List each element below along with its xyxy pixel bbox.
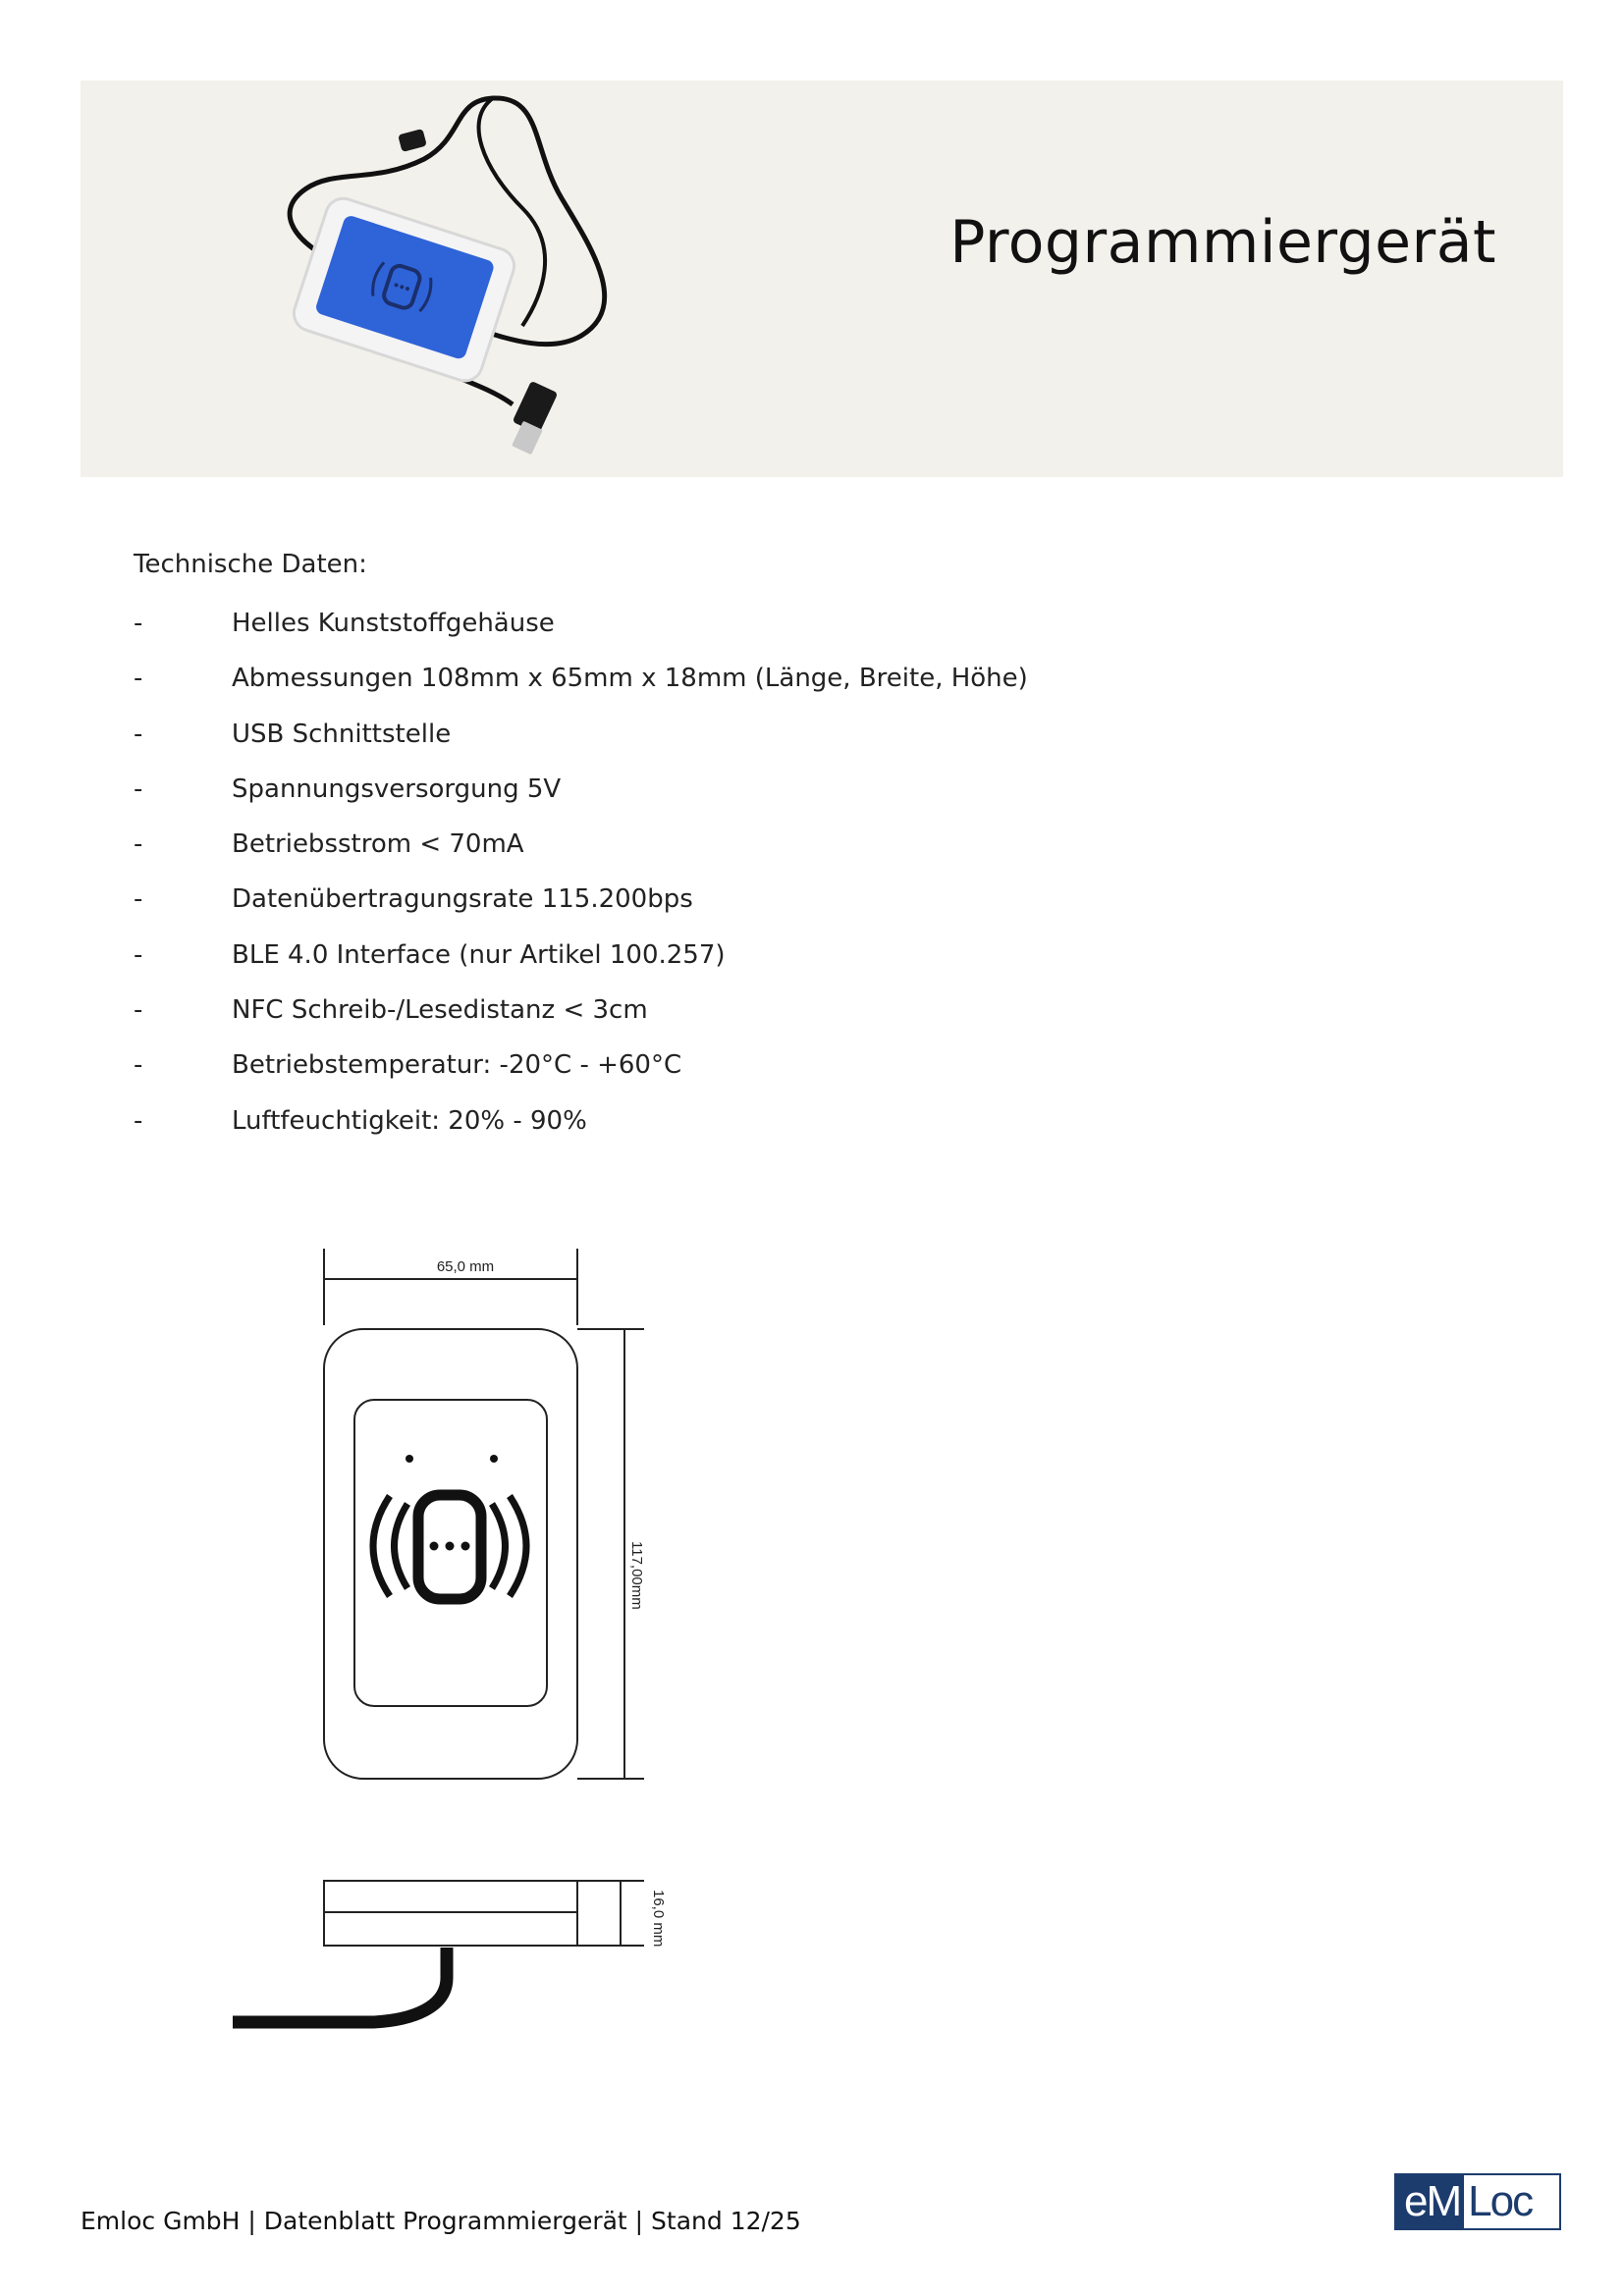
height-dimension-label: 16,0 mm bbox=[650, 1890, 667, 1948]
cable-outline bbox=[233, 1948, 447, 2022]
logo-em: eM bbox=[1396, 2175, 1464, 2228]
spec-text: Luftfeuchtigkeit: 20% - 90% bbox=[232, 1105, 587, 1136]
list-dash: - bbox=[134, 939, 143, 970]
company-logo bbox=[1394, 2173, 1561, 2230]
device-screen-outline bbox=[354, 1400, 547, 1706]
header-band bbox=[81, 80, 1563, 477]
list-dash: - bbox=[134, 829, 143, 860]
spec-text: NFC Schreib-/Lesedistanz < 3cm bbox=[232, 995, 648, 1026]
logo-loc: Loc bbox=[1468, 2177, 1533, 2225]
spec-text: Spannungsversorgung 5V bbox=[232, 774, 562, 804]
spec-text: BLE 4.0 Interface (nur Artikel 100.257) bbox=[232, 939, 726, 970]
led-dot-icon bbox=[406, 1455, 413, 1463]
list-dash: - bbox=[134, 1105, 143, 1136]
specs-heading: Technische Daten: bbox=[134, 550, 367, 579]
spec-text: Betriebstemperatur: -20°C - +60°C bbox=[232, 1050, 682, 1081]
device-front-outline bbox=[324, 1329, 577, 1779]
list-dash: - bbox=[134, 719, 143, 749]
list-dash: - bbox=[134, 774, 143, 804]
list-dash: - bbox=[134, 884, 143, 915]
list-dash: - bbox=[134, 664, 143, 694]
list-dash: - bbox=[134, 995, 143, 1026]
length-dimension-label: 117,00mm bbox=[628, 1541, 645, 1610]
footer-text: Emloc GmbH | Datenblatt Programmiergerät | Stand 12/25 bbox=[81, 2207, 801, 2235]
width-dimension-label: 65,0 mm bbox=[436, 1258, 495, 1275]
nfc-icon bbox=[373, 1495, 526, 1599]
product-photo bbox=[228, 90, 719, 473]
spec-text: Datenübertragungsrate 115.200bps bbox=[232, 884, 693, 915]
page-title: Programmiergerät bbox=[949, 208, 1496, 277]
spec-text: Abmessungen 108mm x 65mm x 18mm (Länge, Breite, Höhe) bbox=[232, 664, 1028, 694]
spec-text: USB Schnittstelle bbox=[232, 719, 452, 749]
spec-text: Helles Kunststoffgehäuse bbox=[232, 609, 555, 638]
led-dot-icon bbox=[490, 1455, 498, 1463]
technical-drawing bbox=[216, 1247, 687, 2052]
list-dash: - bbox=[134, 1050, 143, 1081]
list-dash: - bbox=[134, 609, 143, 638]
spec-text: Betriebsstrom < 70mA bbox=[232, 829, 524, 860]
